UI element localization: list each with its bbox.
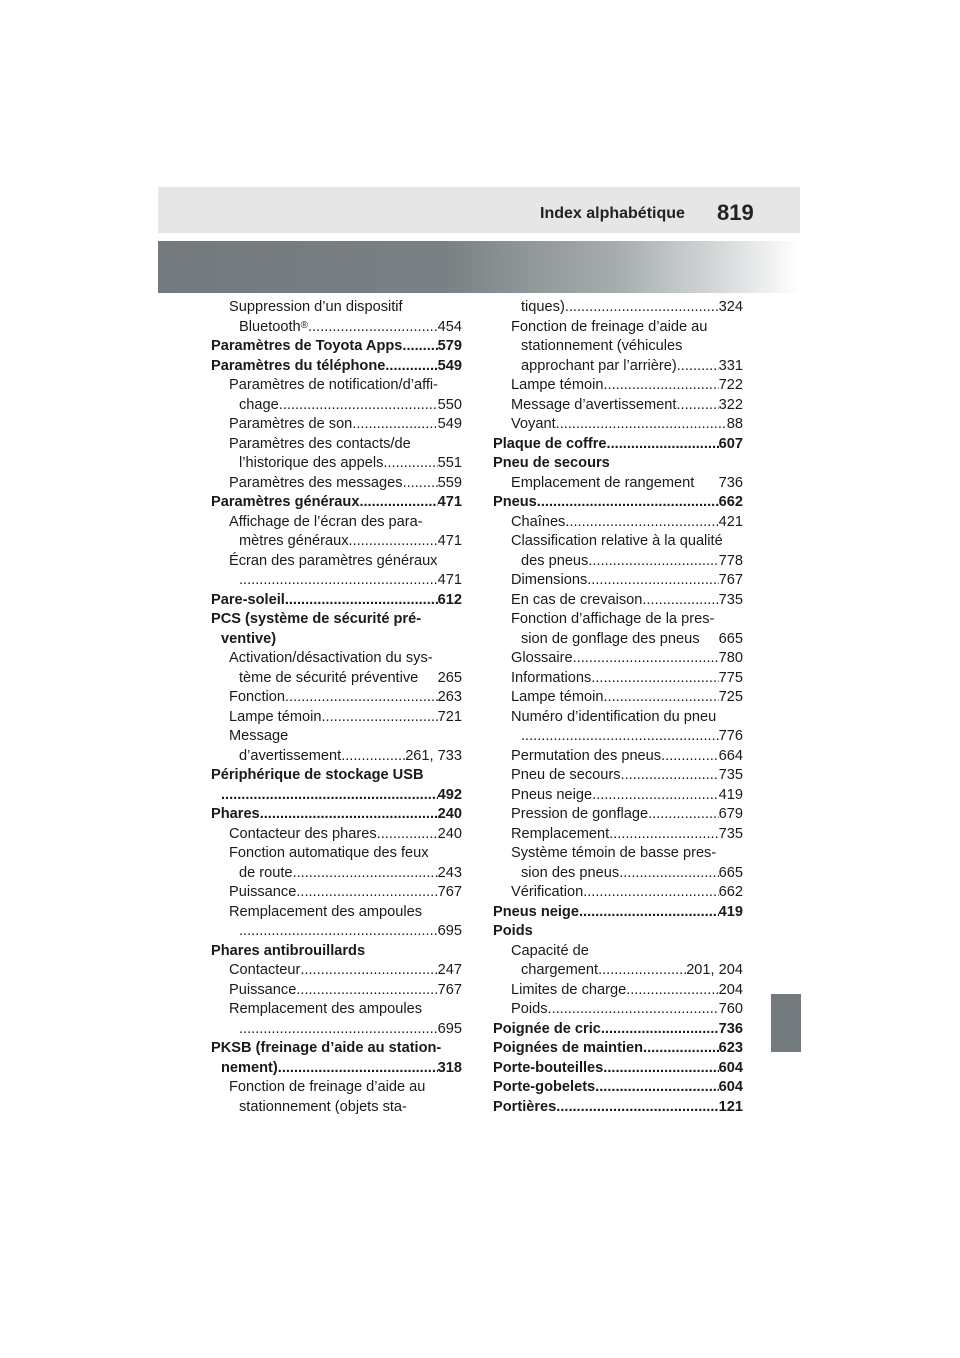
page-reference: 331 [718,357,743,374]
leader-dots [676,396,718,416]
index-subentry [211,474,462,494]
leader-dots [239,571,438,591]
entry-text: sion de gonflage des pneus [521,630,700,647]
entry-text: Phares antibrouillards [211,942,366,959]
leader-dots [279,396,438,416]
index-heading [211,786,462,806]
index-subentry [493,396,743,416]
index-subentry [493,981,743,1001]
header-bar [158,187,800,233]
index-heading [211,766,462,786]
index-subentry [493,708,743,728]
leader-dots [579,903,719,923]
index-subentry [211,454,462,474]
page-reference: 623 [718,1040,743,1056]
page-reference: 679 [718,806,743,822]
leader-dots [621,766,719,786]
entry-text: Fonction de freinage d’aide au [229,1079,426,1095]
leader-dots [352,415,437,435]
page-reference: 322 [718,396,743,413]
entry-text: Glossaire [511,650,573,666]
leader-dots [296,981,437,1001]
index-subentry [493,337,743,357]
entry-text: Lampe témoin [229,708,322,725]
entry-text: Voyant [511,416,556,432]
index-heading [493,1020,743,1040]
index-subentry [493,825,743,845]
index-heading [211,1059,462,1079]
page-reference: 549 [437,416,462,432]
page-reference: 760 [718,1001,743,1017]
index-subentry [493,630,743,650]
entry-text: Informations [511,669,592,686]
index-subentry [493,883,743,903]
page-reference: 780 [718,650,743,666]
index-subentry [211,513,462,533]
index-heading [493,1039,743,1059]
entry-text: Périphérique de stockage USB [211,767,424,783]
leader-dots [221,786,438,806]
index-subentry [211,1098,462,1118]
leader-dots [609,825,718,845]
index-subentry [493,864,743,884]
page-reference: 604 [718,1079,743,1095]
index-heading [493,493,743,513]
index-subentry [493,610,743,630]
entry-text: Paramètres de Toyota Apps [211,338,403,354]
entry-text: Remplacement des ampoules [229,1001,423,1017]
index-subentry [493,844,743,864]
leader-dots [643,1039,719,1059]
entry-text: ventive) [221,630,277,647]
entry-text: Suppression d’un dispositif [229,299,403,315]
leader-dots [573,649,719,669]
leader-dots [592,786,718,806]
entry-text: d’avertissement [239,747,342,764]
index-heading [493,435,743,455]
entry-text: stationnement (véhicules [521,338,683,354]
registered-mark: ® [300,319,309,331]
entry-text: Pression de gonflage [511,806,649,822]
index-subentry [493,318,743,338]
page-reference: 551 [437,455,462,471]
entry-text: Pneu de secours [511,767,621,783]
page-reference: 240 [437,825,462,842]
entry-text: Permutation des pneus [511,747,662,764]
page-reference: 324 [718,299,743,315]
entry-text: Emplacement de rangement [511,474,695,491]
entry-text: nement) [221,1059,278,1076]
leader-dots [260,805,438,825]
index-subentry [493,532,743,552]
index-subentry [493,552,743,572]
leader-dots [565,298,719,318]
index-subentry [493,298,743,318]
leader-dots [239,922,438,942]
entry-text: Paramètres de notification/d’affi- [229,377,439,393]
index-subentry [211,727,462,747]
index-subentry [211,922,462,942]
page-reference: 421 [718,513,743,530]
leader-dots [601,1020,719,1040]
index-subentry [211,688,462,708]
entry-text: Capacité de [511,942,589,959]
index-subentry [211,981,462,1001]
entry-text: PCS (système de sécurité pré- [211,611,422,627]
index-heading [493,1098,743,1118]
page-reference: 776 [718,728,743,744]
page-reference: 695 [437,923,462,939]
entry-text: des pneus [521,552,589,569]
index-heading [493,1078,743,1098]
page-reference: 243 [437,864,462,881]
leader-dots [548,1000,719,1020]
page-reference: 735 [718,767,743,783]
index-subentry [493,474,743,494]
page-reference: 612 [437,591,462,608]
leader-dots [648,805,719,825]
page-reference: 201, 204 [686,962,743,978]
leader-dots [591,669,718,689]
entry-text: Poignée de cric [493,1020,601,1037]
index-subentry [211,708,462,728]
index-subentry [211,435,462,455]
page-reference: 607 [718,435,743,452]
entry-text: Pneus neige [493,903,579,920]
leader-dots [402,337,437,357]
leader-dots [349,532,438,552]
entry-text: Phares [211,806,260,822]
index-subentry [493,747,743,767]
index-heading [211,630,462,650]
entry-text: Paramètres du téléphone [211,357,386,374]
page-reference: 775 [718,669,743,686]
leader-dots [595,1078,718,1098]
leader-dots [308,318,438,338]
index-heading [211,591,462,611]
entry-text: Pneu de secours [493,455,610,471]
entry-text: mètres généraux [239,533,349,549]
entry-text: Poignées de maintien [493,1040,644,1056]
entry-text: Plaque de coffre [493,435,607,452]
index-subentry [211,298,462,318]
index-subentry [493,727,743,747]
page-number: 819 [717,200,754,225]
index-subentry [493,669,743,689]
page-reference: 247 [437,962,462,978]
entry-text: de route [239,864,293,881]
page-reference: 665 [718,864,743,881]
index-heading [493,454,743,474]
page-reference: 204 [718,981,743,998]
page-reference: 559 [437,474,462,491]
index-subentry [493,513,743,533]
entry-text: Activation/désactivation du sys- [229,650,433,666]
entry-text: tème de sécurité préventive [239,669,419,686]
page-reference: 767 [437,981,462,998]
entry-text: En cas de crevaison [511,591,643,608]
entry-text: Message [229,728,289,744]
index-subentry [211,903,462,923]
entry-text: Fonction automatique des feux [229,845,429,861]
page-reference: 265 [437,669,462,686]
index-subentry [493,1000,743,1020]
page-reference: 736 [718,1020,743,1037]
leader-dots [300,961,437,981]
leader-dots [661,747,719,767]
index-subentry [493,805,743,825]
index-heading [211,493,462,513]
entry-text: Puissance [229,884,297,900]
page-reference: 721 [437,708,462,725]
leader-dots [321,708,437,728]
leader-dots [588,552,718,572]
index-subentry [211,318,462,338]
index-heading [211,1039,462,1059]
index-subentry [493,766,743,786]
leader-dots [296,883,437,903]
page-reference: 240 [437,806,462,822]
entry-text: Puissance [229,981,297,998]
leader-dots [521,727,719,747]
leader-dots [603,688,718,708]
index-subentry [211,415,462,435]
entry-text: Affichage de l’écran des para- [229,513,423,530]
entry-text: Système témoin de basse pres- [511,845,717,861]
leader-dots [556,415,727,435]
page-reference: 735 [718,591,743,608]
page-reference: 695 [437,1020,462,1037]
index-subentry [493,376,743,396]
header-gradient-band [158,241,800,293]
index-subentry [211,1000,462,1020]
leader-dots [583,883,718,903]
leader-dots [677,357,719,377]
index-subentry [493,961,743,981]
page-reference: 665 [718,630,743,647]
leader-dots [565,513,718,533]
entry-text: Contacteur des phares [229,825,377,842]
leader-dots [285,688,438,708]
entry-text: Chaînes [511,513,566,530]
entry-text: Dimensions [511,572,588,588]
leader-dots [603,1059,718,1079]
entry-text: Paramètres des contacts/de [229,435,411,452]
entry-text: Poids [511,1001,548,1017]
entry-text: approchant par l’arrière) [521,357,677,374]
index-subentry [493,786,743,806]
index-subentry [493,571,743,591]
index-subentry [211,883,462,903]
leader-dots [619,864,718,884]
leader-dots [607,435,719,455]
index-heading [211,805,462,825]
page-reference: 550 [437,396,462,413]
index-subentry [493,415,743,435]
page-reference: 549 [437,357,462,374]
page-reference: 664 [718,747,743,764]
entry-text: Remplacement [511,825,610,842]
index-subentry [211,376,462,396]
leader-dots [293,864,438,884]
entry-text: Contacteur [229,962,301,978]
leader-dots [383,454,437,474]
index-heading [493,903,743,923]
index-subentry [211,396,462,416]
leader-dots [239,1020,438,1040]
page-reference: 419 [718,903,743,920]
page-reference: 263 [437,689,462,705]
entry-text: Limites de charge [511,981,627,998]
page-reference: 419 [718,786,743,803]
page-reference: 722 [718,377,743,393]
page-reference: 471 [437,494,462,510]
page-reference: 725 [718,689,743,705]
index-heading [211,942,462,962]
entry-text: Paramètres de son [229,416,353,432]
page-reference: 471 [437,572,462,588]
entry-text: Poids [493,923,533,939]
entry-text: Pare-soleil [211,591,285,608]
entry-text: Numéro d’identification du pneu [511,708,717,725]
entry-text: Lampe témoin [511,689,604,705]
entry-text: Classification relative à la qualité [511,533,723,549]
entry-text: Porte-bouteilles [493,1059,604,1076]
entry-text: chage [239,396,279,413]
index-subentry [211,571,462,591]
entry-text: Fonction [229,689,285,705]
entry-text: tiques) [521,299,565,315]
page-reference: 579 [437,338,462,354]
entry-text: chargement [521,962,599,978]
entry-text: Lampe témoin [511,377,604,393]
page-reference: 604 [718,1059,743,1076]
leader-dots [403,474,438,494]
index-heading [211,337,462,357]
page-reference: 767 [437,884,462,900]
page-reference: 735 [718,825,743,842]
leader-dots [377,825,438,845]
page-reference: 736 [718,474,743,491]
index-subentry [493,649,743,669]
entry-text: Fonction de freinage d’aide au [511,318,708,335]
index-subentry [493,591,743,611]
entry-text: Pneus [493,494,537,510]
leader-dots [556,1098,718,1118]
thumb-index-tab [771,994,801,1052]
page-reference: 88 [726,416,743,432]
leader-dots [603,376,718,396]
index-heading [211,357,462,377]
index-subentry [211,1078,462,1098]
index-subentry [493,688,743,708]
leader-dots [537,493,719,513]
leader-dots [587,571,718,591]
page-reference: 492 [437,786,462,803]
entry-text: stationnement (objets sta- [239,1098,407,1115]
page-reference: 662 [718,884,743,900]
entry-text: Porte-gobelets [493,1079,596,1095]
section-title: Index alphabétique [540,205,685,222]
index-heading [493,1059,743,1079]
leader-dots [359,493,437,513]
page-reference: 454 [437,318,462,335]
leader-dots [626,981,718,1001]
entry-text: Vérification [511,884,584,900]
index-subentry [211,844,462,864]
entry-text: Paramètres des messages [229,474,403,491]
entry-text: PKSB (freinage d’aide au station- [211,1040,442,1056]
index-subentry [493,942,743,962]
leader-dots [598,961,686,981]
entry-text: Portières [493,1098,557,1115]
entry-text: l’historique des appels [239,455,384,471]
index-subentry [211,552,462,572]
leader-dots [385,357,437,377]
index-subentry [211,649,462,669]
index-heading [493,922,743,942]
index-column-left [211,298,462,1117]
entry-text: Écran des paramètres généraux [229,552,438,569]
entry-text: Remplacement des ampoules [229,903,423,920]
leader-dots [341,747,405,767]
page-reference: 778 [718,552,743,569]
index-subentry [211,825,462,845]
page-reference: 471 [437,533,462,549]
index-subentry [211,747,462,767]
index-subentry [211,961,462,981]
entry-text: Message d’avertissement [511,396,677,413]
page-reference: 261, 733 [405,747,462,764]
index-subentry [211,864,462,884]
entry-text: Pneus neige [511,786,593,803]
page-reference: 121 [718,1098,743,1115]
index-subentry [211,669,462,689]
leader-dots [285,591,438,611]
entry-text: Bluetooth® [239,318,309,335]
entry-text: sion des pneus [521,864,620,881]
entry-text: Fonction d’affichage de la pres- [511,611,715,627]
page-reference: 767 [718,572,743,588]
index-heading [211,610,462,630]
leader-dots [278,1059,438,1079]
leader-dots [642,591,718,611]
index-column-right [493,298,743,1117]
entry-text: Paramètres généraux [211,494,360,510]
page-reference: 318 [437,1059,462,1076]
index-subentry [493,357,743,377]
index-subentry [211,532,462,552]
page-reference: 662 [718,494,743,510]
index-subentry [211,1020,462,1040]
